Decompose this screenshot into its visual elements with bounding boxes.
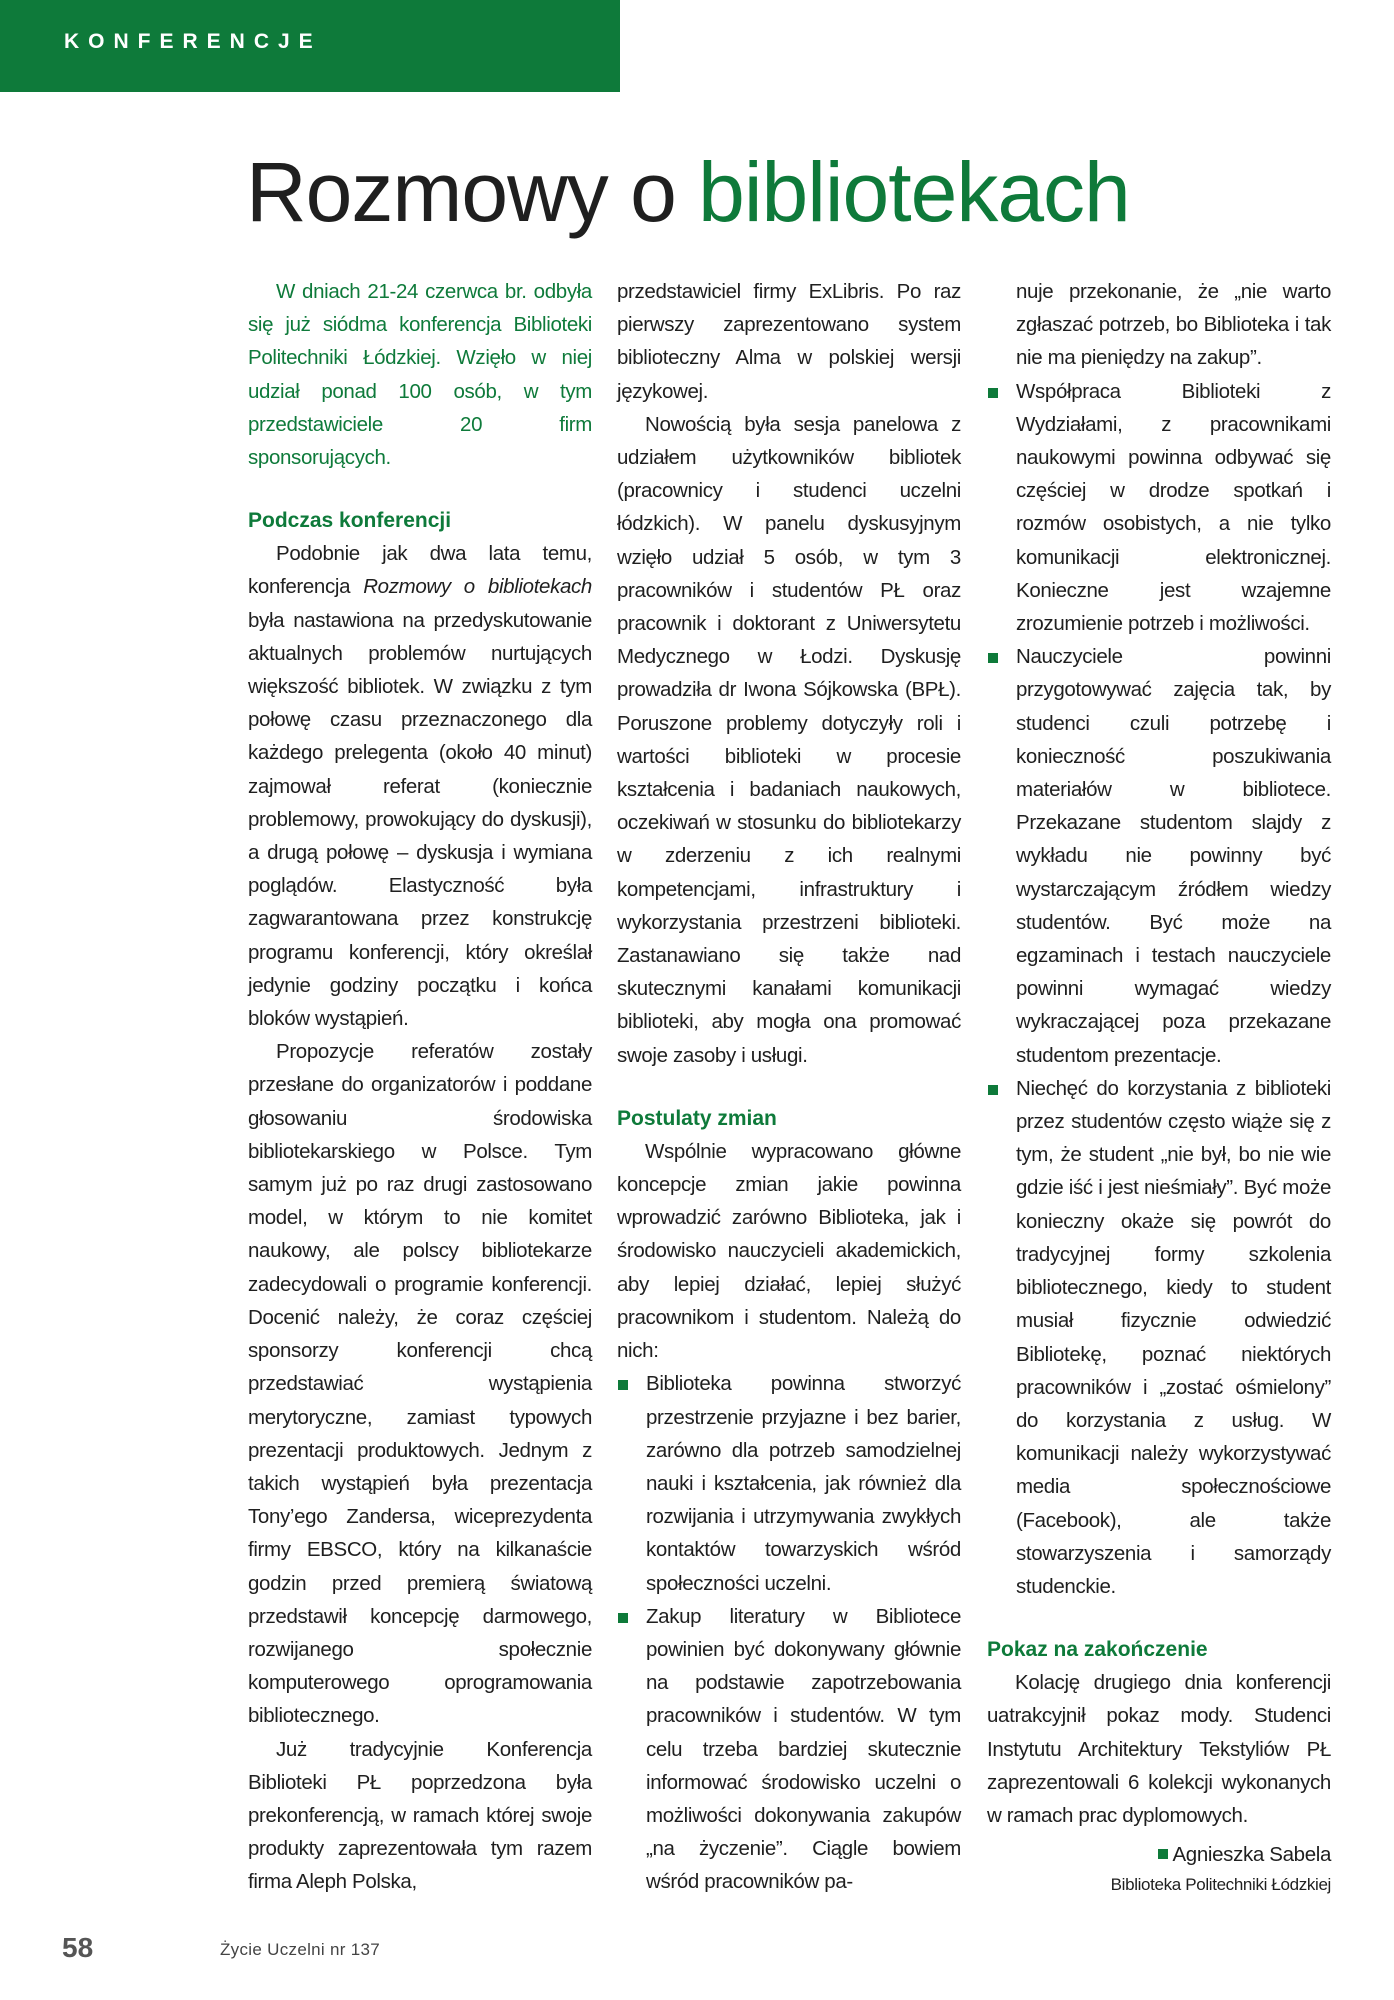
column-2 — [617, 275, 961, 1899]
paragraph-1 — [248, 537, 592, 1035]
column-3 — [987, 275, 1331, 1899]
list-item-text: Zakup literatury w Bibliotece powinien być dokonywany głównie na podstawie zapotrzebowania pracowników i studentów. W tym celu trzeba bardziej skutecznie informować środowisko uczelni o możliwości dokonywania zakupów „na życzenie”. Ciągle bowiem wśród pracowników pa- — [646, 1604, 961, 1894]
author-name: Agnieszka Sabela — [1172, 1843, 1331, 1867]
list-item-text: Współpraca Biblioteki z Wydziałami, z pracownikami naukowymi powinna odbywać się częściej w drodze spotkań i rozmów osobistych, a nie tylko komunikacji elektronicznej. Konieczne jest wzajemne zrozumienie potrzeb i możliwości. — [1016, 379, 1331, 636]
postulaty-list-part-1 — [617, 1367, 961, 1898]
section-header-bar — [0, 0, 620, 92]
heading-pokaz-na-zakonczenie: Pokaz na zakończenie — [987, 1638, 1208, 1662]
square-bullet-icon — [1158, 1849, 1168, 1859]
list-item — [987, 640, 1331, 1072]
postulaty-intro: Wspólnie wypracowano główne koncepcje zmian jakie powinna wprowadzić zarówno Biblioteka, jak i środowisko nauczycieli akademickich, aby lepiej działać, lepiej służyć pracownikom i studentom. Należą do nich: — [617, 1139, 961, 1363]
list-item-text: Nauczyciele powinni przygotowywać zajęcia tak, by studenci czuli potrzebę i konieczność poszukiwania materiałów w bibliotece. Przekazane studentom slajdy z wykładu nie powinny być wystarczającym źródłem wiedzy studentów. Być może na egzaminach i testach nauczyciele powinni wymagać wiedzy wykraczającej poza przekazane studentom prezentacje. — [1016, 645, 1331, 1067]
postulaty-list-part-2 — [987, 275, 1331, 1603]
paragraph-3-continued: przedstawiciel firmy ExLibris. Po raz pierwszy zaprezentowano system biblioteczny Alma w polskiej wersji językowej. — [617, 280, 961, 403]
list-item-text: Niechęć do korzystania z biblioteki przez studentów często wiąże się z tym, że student „nie był, bo nie wie gdzie iść i jest nieśmiały”. Być może konieczny okaże się powrót do tradycyjnej formy szkolenia bibliotecznego, kiedy to student musiał fizycznie odwiedzić Bibliotekę, poznać niektórych pracowników i „zostać ośmielony” do korzystania z usług. W komunikacji należy wykorzystywać media społecznościowe (Facebook), ale także stowarzyszenia i samorządy studenckie. — [1016, 1076, 1331, 1598]
title-part-2: bibliotekach — [698, 145, 1130, 239]
article-title — [246, 145, 1130, 239]
paragraph-2: Propozycje referatów zostały przesłane do organizatorów i poddane głosowaniu środowiska bibliotekarskiego w Polsce. Tym samym już po raz drugi zastosowano model, w którym to nie komitet naukowy, ale polscy bibliotekarze zadecydowali o programie konferencji. Docenić należy, że coraz częściej sponsorzy konferencji chcą przedstawiać wystąpienia merytoryczne, zamiast typowych prezentacji produktowych. Jednym z takich wystąpień była prezentacja Tony’ego Zandersa, wiceprezydenta firmy EBSCO, który na kilkanaście godzin przed premierą światową przedstawił koncepcję darmowego, rozwijanego społecznie komputerowego oprogramowania bibliotecznego. — [248, 1040, 592, 1728]
square-bullet-icon — [988, 653, 998, 663]
paragraph-3: Już tradycyjnie Konferencja Biblioteki PŁ poprzedzona była prekonferencją, w ramach której swoje produkty zaprezentowała tym razem firma Aleph Polska, — [248, 1737, 592, 1894]
journal-name: Życie Uczelni nr 137 — [220, 1940, 381, 1959]
conference-name-italic: Rozmowy o bibliotekach — [363, 575, 592, 599]
heading-podczas-konferencji: Podczas konferencji — [248, 509, 452, 533]
list-item-text: nuje przekonanie, że „nie warto zgłaszać potrzeb, bo Biblioteka i tak nie ma pieniędzy na zakup”. — [1016, 280, 1331, 370]
list-item-text: Biblioteka powinna stworzyć przestrzenie przyjazne i bez barier, zarówno dla potrzeb samodzielnej nauki i kształcenia, jak również dla rozwijania i utrzymywania zwykłych kontaktów towarzyskich wśród społeczności uczelni. — [646, 1372, 961, 1595]
author-affiliation: Biblioteka Politechniki Łódzkiej — [1110, 1875, 1331, 1895]
author-line — [987, 1838, 1331, 1871]
square-bullet-icon — [988, 388, 998, 398]
square-bullet-icon — [618, 1380, 628, 1390]
square-bullet-icon — [618, 1613, 628, 1623]
list-item — [987, 375, 1331, 641]
square-bullet-icon — [988, 1085, 998, 1095]
list-item-continued — [987, 275, 1331, 375]
p1-text-cont: była nastawiona na przedyskutowanie aktualnych problemów nurtujących większość bibliotek. W związku z tym połowę czasu przeznaczonego dla każdego prelegenta (około 40 minut) zajmował referat (koniecznie problemowy, prowokujący do dyskusji), a drugą połowę – dyskusja i wymiana poglądów. Elastyczność była zagwarantowana przez konstrukcję programu konferencji, który określał jedynie godziny początku i końca bloków wystąpień. — [248, 608, 592, 1031]
page-number: 58 — [62, 1932, 94, 1963]
paragraph-4: Nowością była sesja panelowa z udziałem użytkowników bibliotek (pracownicy i studenci uczelni łódzkich). W panelu dyskusyjnym wzięło udział 5 osób, w tym 3 pracowników i studentów PŁ oraz pracownik i doktorant z Uniwersytetu Medycznego w Łodzi. Dyskusję prowadziła dr Iwona Sójkowska (BPŁ). Poruszone problemy dotyczyły roli i wartości biblioteki w procesie kształcenia i badaniach naukowych, oczekiwań w stosunku do bibliotekarzy w zderzeniu z ich realnymi kompetencjami, infrastruktury i wykorzystania przestrzeni biblioteki. Zastanawiano się także nad skutecznymi kanałami komunikacji biblioteki, aby mogła ona promować swoje zasoby i usługi. — [617, 412, 961, 1067]
column-1 — [248, 275, 592, 1899]
pokaz-paragraph: Kolację drugiego dnia konferencji uatrakcyjnił pokaz mody. Studenci Instytutu Architektury Tekstyliów PŁ zaprezentowali 6 kolekcji wykonanych w ramach prac dyplomowych. — [987, 1671, 1331, 1827]
title-part-1: Rozmowy o — [246, 145, 699, 239]
list-item — [617, 1600, 961, 1899]
list-item — [987, 1072, 1331, 1603]
list-item — [617, 1367, 961, 1599]
section-label: KONFERENCJE — [64, 30, 322, 53]
lead-paragraph: W dniach 21-24 czerwca br. odbyła się już siódma konferencja Biblioteki Politechniki Łódzkiej. Wzięło w niej udział ponad 100 osób, w tym przedstawiciele 20 firm sponsorujących. — [248, 280, 592, 470]
p1-text: Podobnie jak dwa lata temu, konferencja — [248, 542, 592, 599]
heading-postulaty-zmian: Postulaty zmian — [617, 1106, 777, 1130]
